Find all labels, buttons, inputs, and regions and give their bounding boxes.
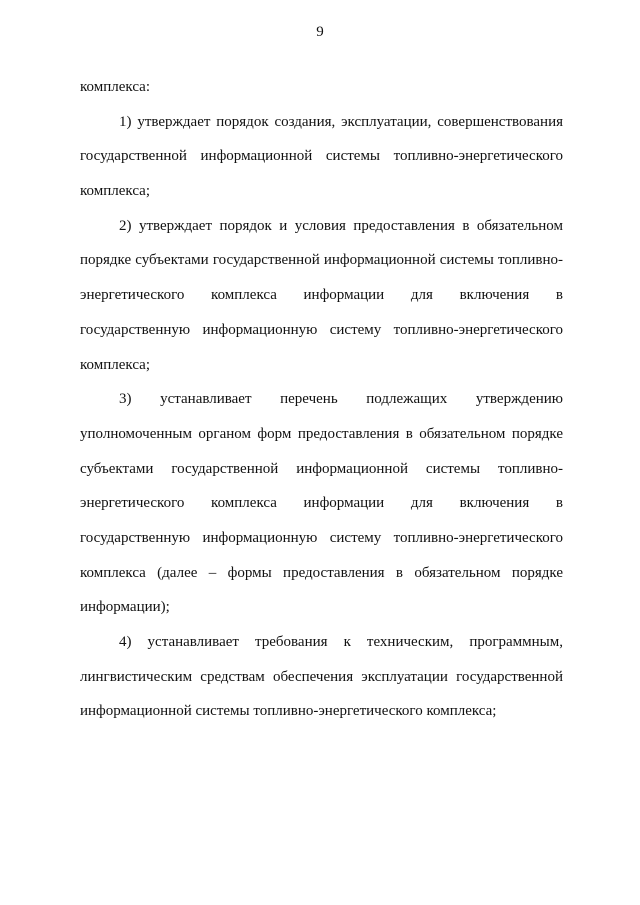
text-line: информационной системы топливно-энергетического комплекса; [80,703,497,720]
text-line: государственную информационную систему топливно-энергетического [80,321,563,338]
document-body [80,73,563,732]
text-line: государственной информационной системы топливно-энергетического [80,148,563,165]
text-line: субъектами государственной информационной системы топливно- [80,460,563,477]
text-line: комплекса; [80,183,150,200]
paragraph-item-4 [80,628,563,732]
text-line: порядке субъектами государственной информационной системы топливно- [80,252,563,269]
text-line: комплекса; [80,356,150,373]
text-line: комплекса (далее – формы предоставления в обязательном порядке [80,564,563,581]
text-line: энергетического комплекса информации для включения в [80,495,563,512]
paragraph-item-3 [80,385,563,628]
paragraph-item-2 [80,212,563,385]
text-line: лингвистическим средствам обеспечения эксплуатации государственной [80,668,563,685]
text-line: энергетического комплекса информации для включения в [80,287,563,304]
text-line: уполномоченным органом форм предоставления в обязательном порядке [80,425,563,442]
text-line: государственную информационную систему топливно-энергетического [80,529,563,546]
paragraph-continuation [80,73,563,108]
text-line: информации); [80,599,170,616]
text-line: 1) утверждает порядок создания, эксплуатации, совершенствования [119,113,563,130]
paragraph-item-1 [80,108,563,212]
text-line: 2) утверждает порядок и условия предоставления в обязательном [119,217,563,234]
text-line: 3) устанавливает перечень подлежащих утверждению [119,391,563,408]
text-line: комплекса: [80,79,150,95]
text-line: 4) устанавливает требования к техническим, программным, [119,634,563,650]
page-number: 9 [316,24,324,40]
